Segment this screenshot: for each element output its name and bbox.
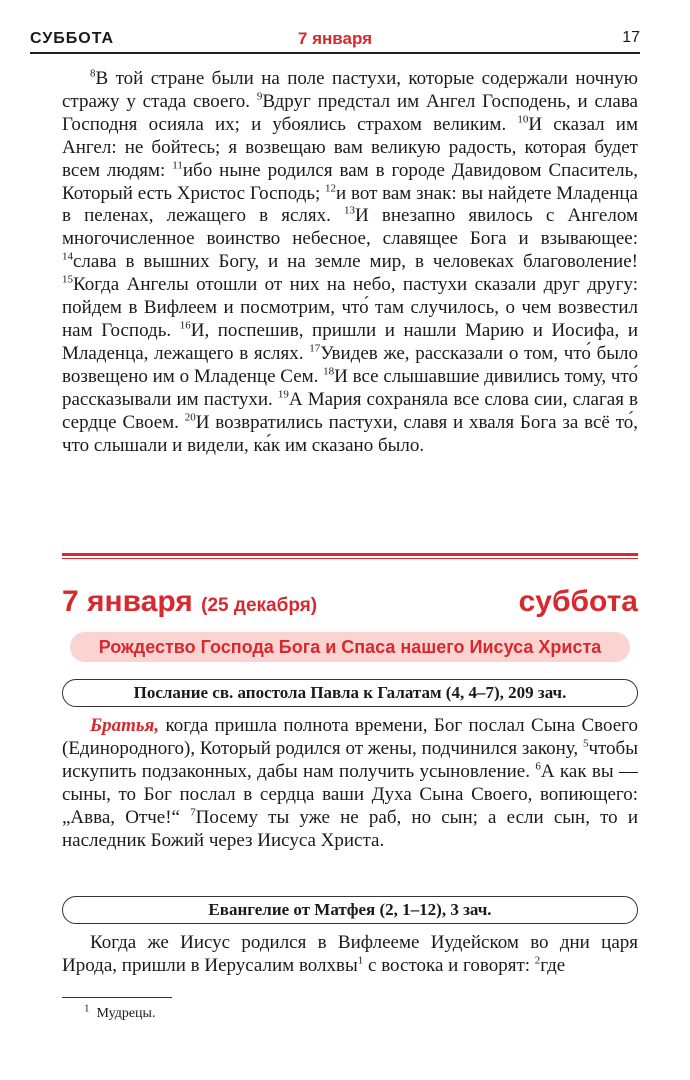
verse-number: 18	[323, 365, 335, 378]
gospel-passage-luke	[62, 68, 638, 457]
verse-text: когда пришла полнота времени, Бог послал Сына Своего (Единородного), Который родился от жены, подчинился закону,	[62, 715, 638, 759]
verse-text: Вдруг предстал им Ангел Господень, и слава Господня осияла их; и убоялись страхом великим.	[62, 90, 638, 135]
verse-number: 12	[325, 182, 337, 195]
gospel-text-b: с востока и говорят:	[363, 954, 535, 976]
feast-weekday: суббота	[518, 585, 638, 618]
verse-number: 8	[90, 67, 96, 80]
feast-date-old: (25 декабря)	[201, 595, 318, 616]
section-divider	[62, 553, 638, 559]
footnote	[84, 1002, 156, 1022]
verse-text: ибо ныне родился вам в городе Давидовом Спаситель, Который есть Христос Господь;	[62, 159, 638, 204]
verse-number: 6	[535, 760, 541, 773]
verse-text: И все слышавшие дивились тому, что́ рассказывали им пастухи.	[62, 365, 638, 410]
header-day: СУББОТА	[30, 30, 115, 47]
footnote-text: Мудрецы.	[96, 1006, 156, 1021]
feast-date	[62, 585, 317, 619]
header-date: 7 января	[297, 29, 373, 48]
verse-number: 11	[172, 159, 183, 172]
verse-text: А Мария сохраняла все слова сии, слагая в сердце Своем.	[62, 388, 639, 433]
verse-number: 20	[184, 411, 196, 424]
header-rule	[30, 52, 640, 54]
epistle-lead: Братья,	[90, 715, 160, 736]
footnote-ref: 1	[357, 954, 364, 967]
feast-date-new: 7 января	[62, 585, 193, 618]
verse-text: чтобы искупить подзаконных, дабы нам получить усыновление.	[62, 737, 638, 782]
gospel-text	[62, 932, 638, 978]
gospel-text-c: где	[540, 954, 566, 976]
verse-text: И, поспешив, пришли и нашли Марию и Иосифа, и Младенца, лежащего в яслях.	[62, 319, 638, 364]
verse-text: А как вы — сыны, то Бог послал в сердца ваши Духа Сына Своего, вопиющего: „Авва, Отче!“	[62, 760, 638, 828]
verse-number: 17	[309, 342, 321, 355]
verse-number: 9	[256, 90, 263, 103]
verse-number: 10	[517, 113, 529, 126]
footnote-rule	[62, 997, 172, 998]
verse-text: И сказал им Ангел: не бойтесь; я возвещаю вам великую радость, которая будет всем людям:	[62, 113, 639, 181]
verse-text: и вот вам знак: вы найдете Младенца в пеленах, лежащего в яслях.	[62, 182, 638, 227]
running-header	[30, 26, 640, 54]
verse-number: 5	[582, 737, 589, 750]
verse-number: 15	[62, 273, 73, 286]
verse-text: В той стране были на поле пастухи, которые содержали ночную стражу у стада своего.	[62, 68, 638, 112]
feast-title: Рождество Господа Бога и Спаса нашего Иисуса Христа	[70, 632, 630, 662]
verse-number: 16	[179, 319, 191, 332]
page-number: 17	[622, 29, 640, 46]
verse-number: 14	[62, 250, 73, 263]
verse-text: Увидев же, рассказали о том, что́ было возвещено им о Младенце Сем.	[62, 342, 639, 387]
epistle-text	[62, 715, 638, 852]
verse-text: И возвратились пастухи, славя и хваля Бога за всё то́, что слышали и видели, ка́к им сказано было.	[62, 411, 638, 456]
gospel-heading: Евангелие от Матфея (2, 1–12), 3 зач.	[62, 896, 638, 924]
verse-number: 2	[534, 954, 541, 967]
verse-text: Когда Ангелы отошли от них на небо, пастухи сказали друг другу: пойдем в Вифлеем и посмотрим, что́ там случилось, о чем возвестил нам Господь.	[62, 274, 638, 341]
footnote-mark: 1	[84, 1002, 90, 1015]
epistle-heading: Послание св. апостола Павла к Галатам (4, 4–7), 209 зач.	[62, 679, 638, 707]
verse-text: И внезапно явилось с Ангелом многочисленное воинство небесное, славящее Бога и взывающее:	[62, 205, 638, 250]
verse-number: 7	[190, 806, 196, 819]
verse-text: Посему ты уже не раб, но сын; а если сын, то и наследник Божий через Иисуса Христа.	[62, 806, 639, 851]
verse-number: 13	[344, 205, 356, 218]
gospel-text-a: Когда же Иисус родился в Вифлееме Иудейском во дни царя Ирода, пришли в Иерусалим волхвы	[62, 932, 638, 976]
verse-text: слава в вышних Богу, и на земле мир, в человеках благоволение!	[73, 251, 638, 273]
verse-number: 19	[277, 388, 289, 401]
